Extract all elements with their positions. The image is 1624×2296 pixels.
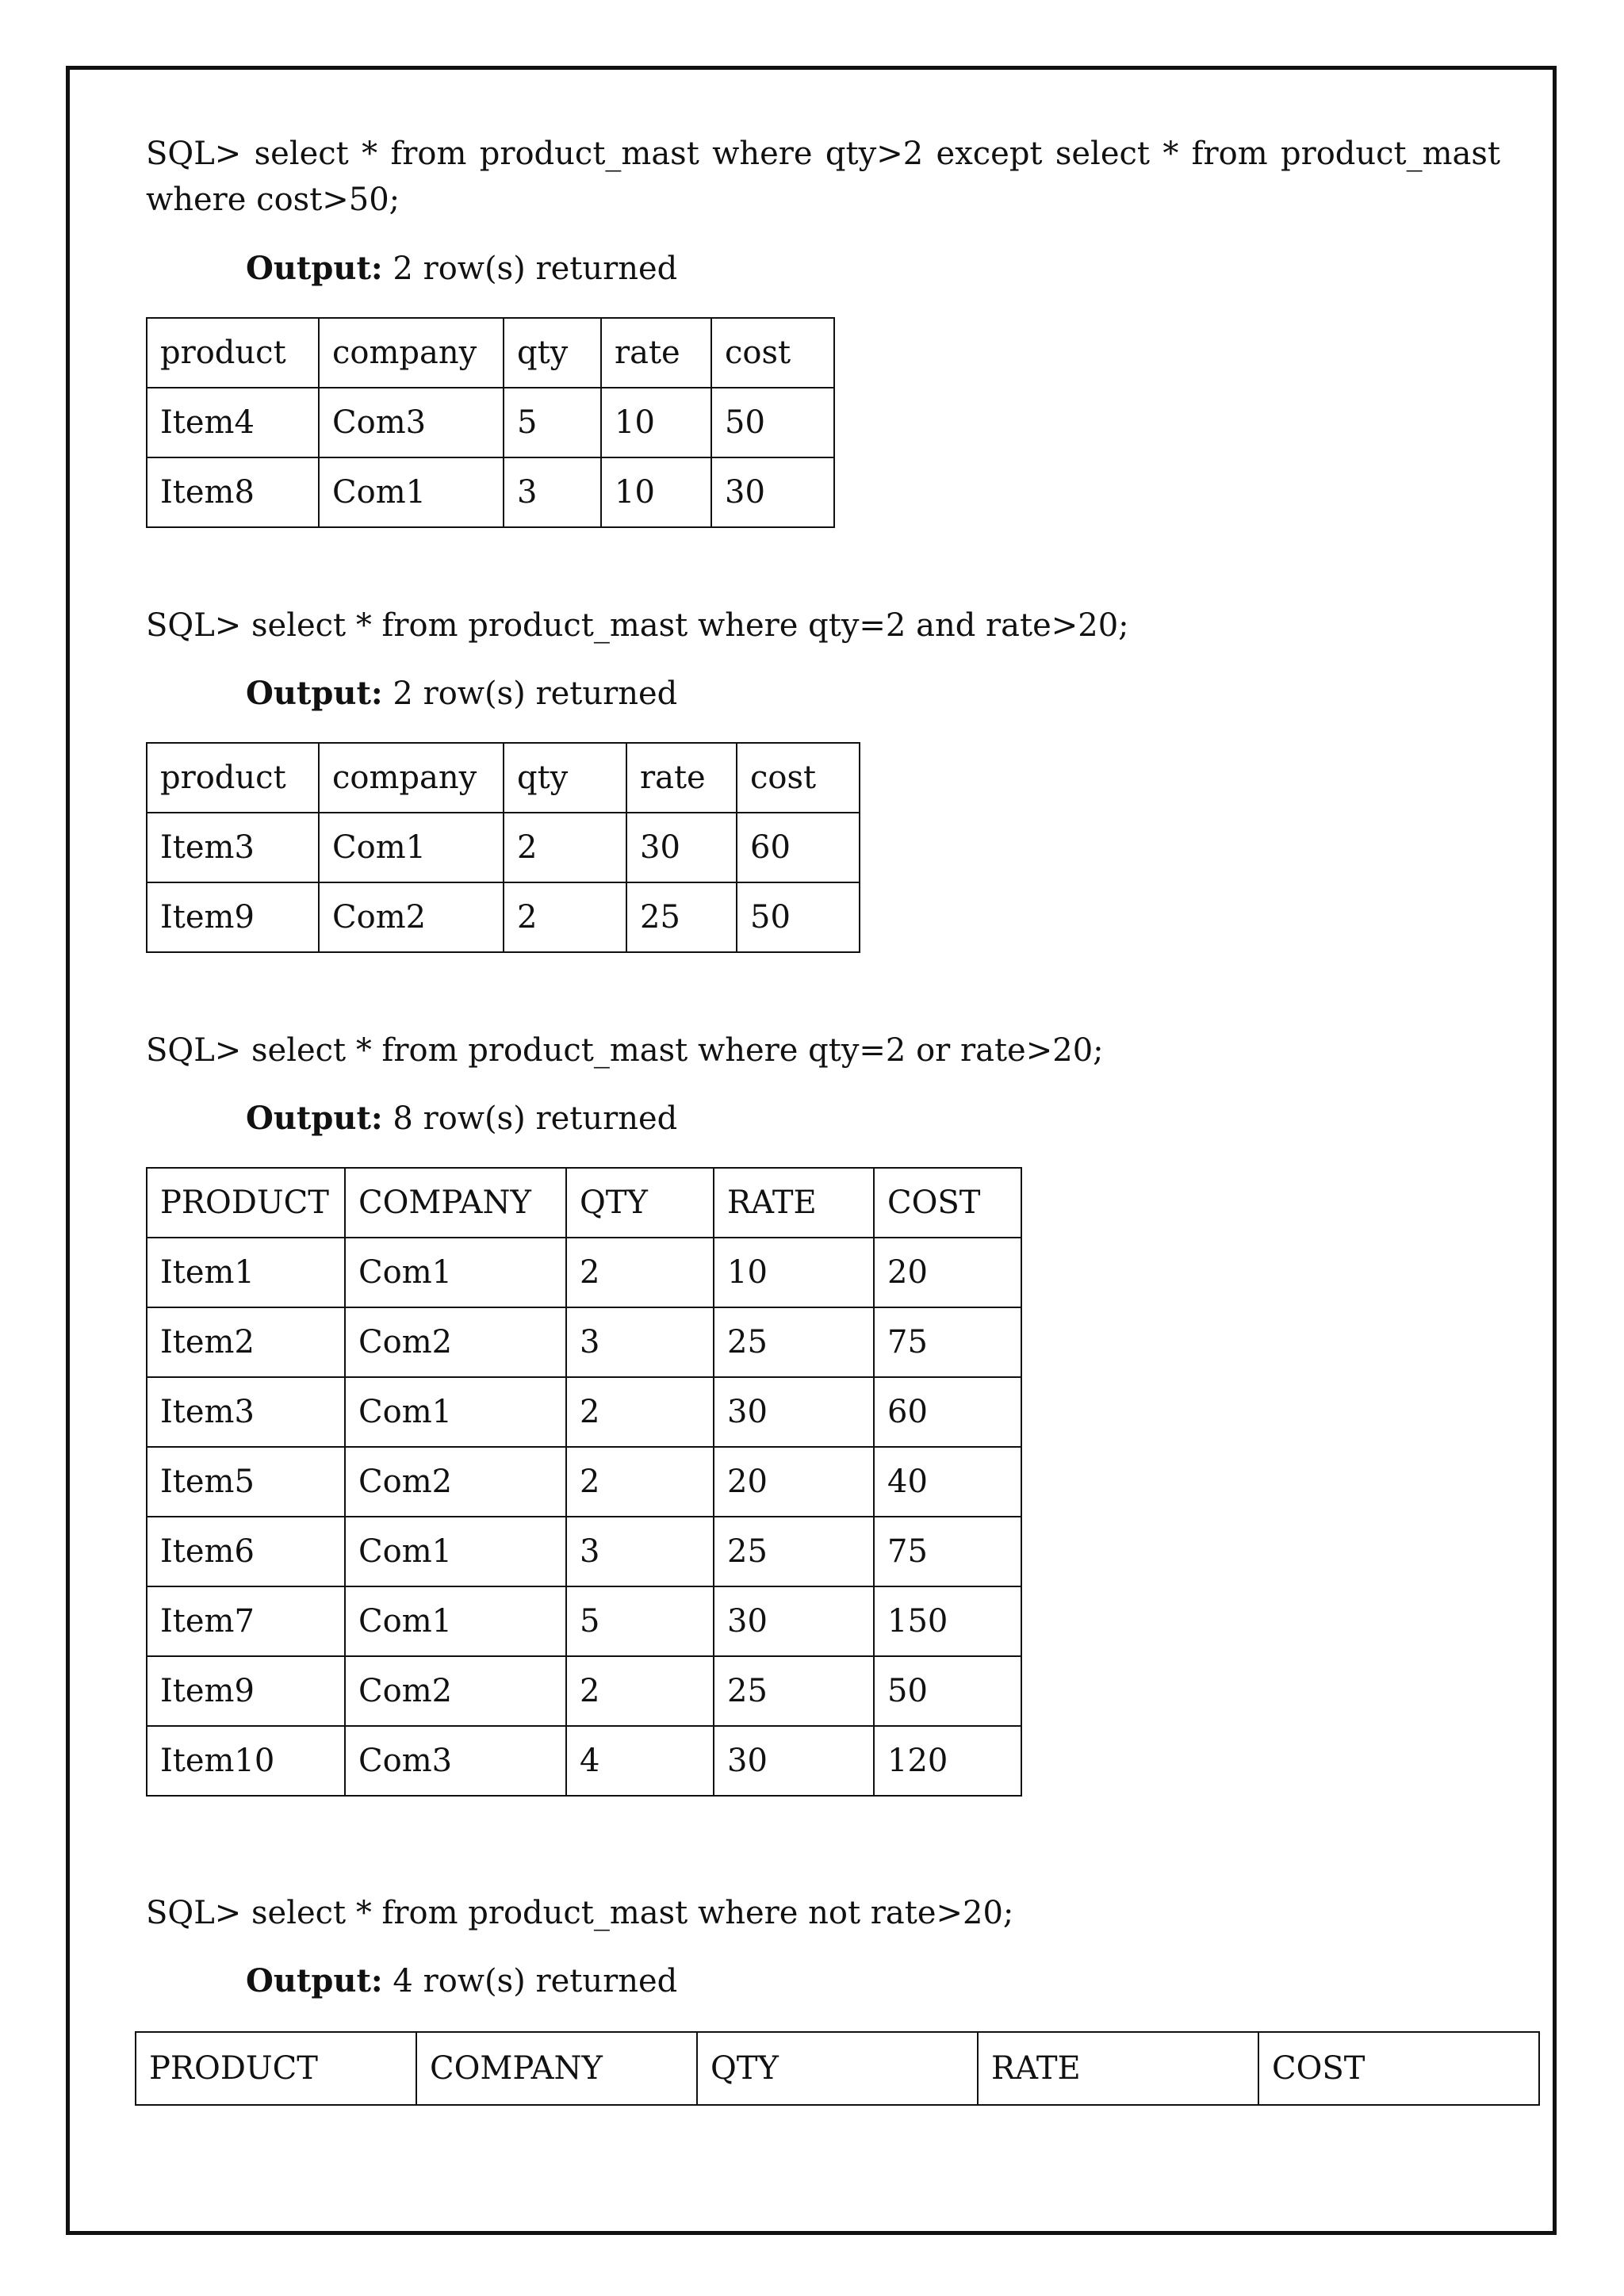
table-cell: 30 (626, 813, 737, 882)
table-row (147, 1447, 1021, 1517)
table-cell: 2 (504, 813, 626, 882)
table-cell: 10 (714, 1238, 874, 1307)
table-cell: 4 (566, 1726, 714, 1796)
table-cell: 75 (874, 1307, 1021, 1377)
table-row (147, 1726, 1021, 1796)
table-cell: Item9 (147, 1656, 345, 1726)
header-cell: company (319, 318, 504, 388)
table-cell: 2 (566, 1377, 714, 1447)
table-row (147, 1586, 1021, 1656)
header-cell: PRODUCT (147, 1168, 345, 1238)
table-cell: Item9 (147, 882, 319, 952)
table-cell: 5 (504, 388, 601, 457)
header-cell: product (147, 743, 319, 813)
header-cell: cost (737, 743, 860, 813)
table-cell: Item5 (147, 1447, 345, 1517)
table-cell: 25 (626, 882, 737, 952)
table-cell: 30 (714, 1586, 874, 1656)
output-text: 2 row(s) returned (393, 675, 678, 712)
header-cell: COMPANY (416, 2032, 697, 2105)
sql-query-2: SQL> select * from product_mast where qty=2 and rate>20; (146, 607, 1129, 644)
table-cell: Com2 (345, 1656, 566, 1726)
output-text: 8 row(s) returned (393, 1100, 678, 1137)
table-row (147, 1517, 1021, 1586)
table-cell: Item10 (147, 1726, 345, 1796)
table-cell: Com1 (345, 1517, 566, 1586)
table-row (147, 1238, 1021, 1307)
table-row (147, 882, 860, 952)
table-cell: 25 (714, 1517, 874, 1586)
table-cell: Com1 (345, 1377, 566, 1447)
header-cell: COST (1258, 2032, 1539, 2105)
sql-query-1: SQL> select * from product_mast where qty>2 except select * from product_mast where cost>50; (146, 136, 1500, 218)
table-cell: Item6 (147, 1517, 345, 1586)
output-label: Output: (246, 250, 383, 287)
table-cell: Item8 (147, 457, 319, 527)
output-label: Output: (246, 1100, 383, 1137)
table-cell: 50 (874, 1656, 1021, 1726)
result-table-2 (146, 742, 860, 953)
table-cell: Item3 (147, 813, 319, 882)
table-cell: 40 (874, 1447, 1021, 1517)
header-cell: qty (504, 318, 601, 388)
sql-query-4: SQL> select * from product_mast where not rate>20; (146, 1895, 1014, 1931)
header-cell: company (319, 743, 504, 813)
table-cell: 2 (504, 882, 626, 952)
table-cell: Com3 (345, 1726, 566, 1796)
table-row (147, 388, 834, 457)
table-cell: 30 (711, 457, 834, 527)
header-cell: RATE (978, 2032, 1258, 2105)
table-row (147, 1377, 1021, 1447)
result-table-3 (146, 1167, 1022, 1797)
table-cell: 150 (874, 1586, 1021, 1656)
output-label: Output: (246, 675, 383, 712)
table-cell: 3 (504, 457, 601, 527)
table-header-row (147, 743, 860, 813)
table-row (147, 1656, 1021, 1726)
output-text: 2 row(s) returned (393, 251, 678, 287)
table-header-row (147, 318, 834, 388)
table-cell: 50 (711, 388, 834, 457)
output-line-1 (246, 246, 677, 292)
table-cell: 20 (874, 1238, 1021, 1307)
table-header-row (136, 2032, 1539, 2105)
table-row (147, 813, 860, 882)
table-cell: Com1 (319, 457, 504, 527)
table-cell: 25 (714, 1307, 874, 1377)
table-cell: 2 (566, 1656, 714, 1726)
header-cell: qty (504, 743, 626, 813)
table-cell: Item4 (147, 388, 319, 457)
table-cell: 5 (566, 1586, 714, 1656)
table-cell: 60 (737, 813, 860, 882)
table-row (147, 1307, 1021, 1377)
table-cell: Item1 (147, 1238, 345, 1307)
table-cell: 25 (714, 1656, 874, 1726)
table-row (147, 457, 834, 527)
table-cell: Item2 (147, 1307, 345, 1377)
table-cell: 30 (714, 1377, 874, 1447)
table-cell: 10 (601, 388, 711, 457)
table-cell: 50 (737, 882, 860, 952)
table-cell: 3 (566, 1517, 714, 1586)
table-cell: Item7 (147, 1586, 345, 1656)
result-table-1 (146, 317, 835, 528)
result-table-4 (135, 2031, 1540, 2106)
table-cell: Com1 (345, 1238, 566, 1307)
header-cell: COST (874, 1168, 1021, 1238)
table-cell: 2 (566, 1238, 714, 1307)
output-line-4 (246, 1958, 677, 2004)
table-cell: Com2 (345, 1447, 566, 1517)
table-cell: Com1 (319, 813, 504, 882)
header-cell: COMPANY (345, 1168, 566, 1238)
sql-query-3: SQL> select * from product_mast where qty=2 or rate>20; (146, 1032, 1104, 1069)
header-cell: rate (626, 743, 737, 813)
table-cell: 60 (874, 1377, 1021, 1447)
table-cell: 75 (874, 1517, 1021, 1586)
table-cell: Item3 (147, 1377, 345, 1447)
header-cell: cost (711, 318, 834, 388)
table-cell: Com2 (319, 882, 504, 952)
table-cell: 120 (874, 1726, 1021, 1796)
table-cell: 30 (714, 1726, 874, 1796)
header-cell: RATE (714, 1168, 874, 1238)
output-line-2 (246, 671, 677, 717)
table-cell: Com2 (345, 1307, 566, 1377)
output-line-3 (246, 1096, 677, 1142)
output-text: 4 row(s) returned (393, 1963, 678, 1999)
header-cell: PRODUCT (136, 2032, 416, 2105)
table-cell: 3 (566, 1307, 714, 1377)
table-cell: Com1 (345, 1586, 566, 1656)
output-label: Output: (246, 1962, 383, 1999)
table-cell: 10 (601, 457, 711, 527)
table-cell: 20 (714, 1447, 874, 1517)
header-cell: rate (601, 318, 711, 388)
table-header-row (147, 1168, 1021, 1238)
table-cell: Com3 (319, 388, 504, 457)
header-cell: QTY (566, 1168, 714, 1238)
header-cell: QTY (697, 2032, 978, 2105)
header-cell: product (147, 318, 319, 388)
table-cell: 2 (566, 1447, 714, 1517)
